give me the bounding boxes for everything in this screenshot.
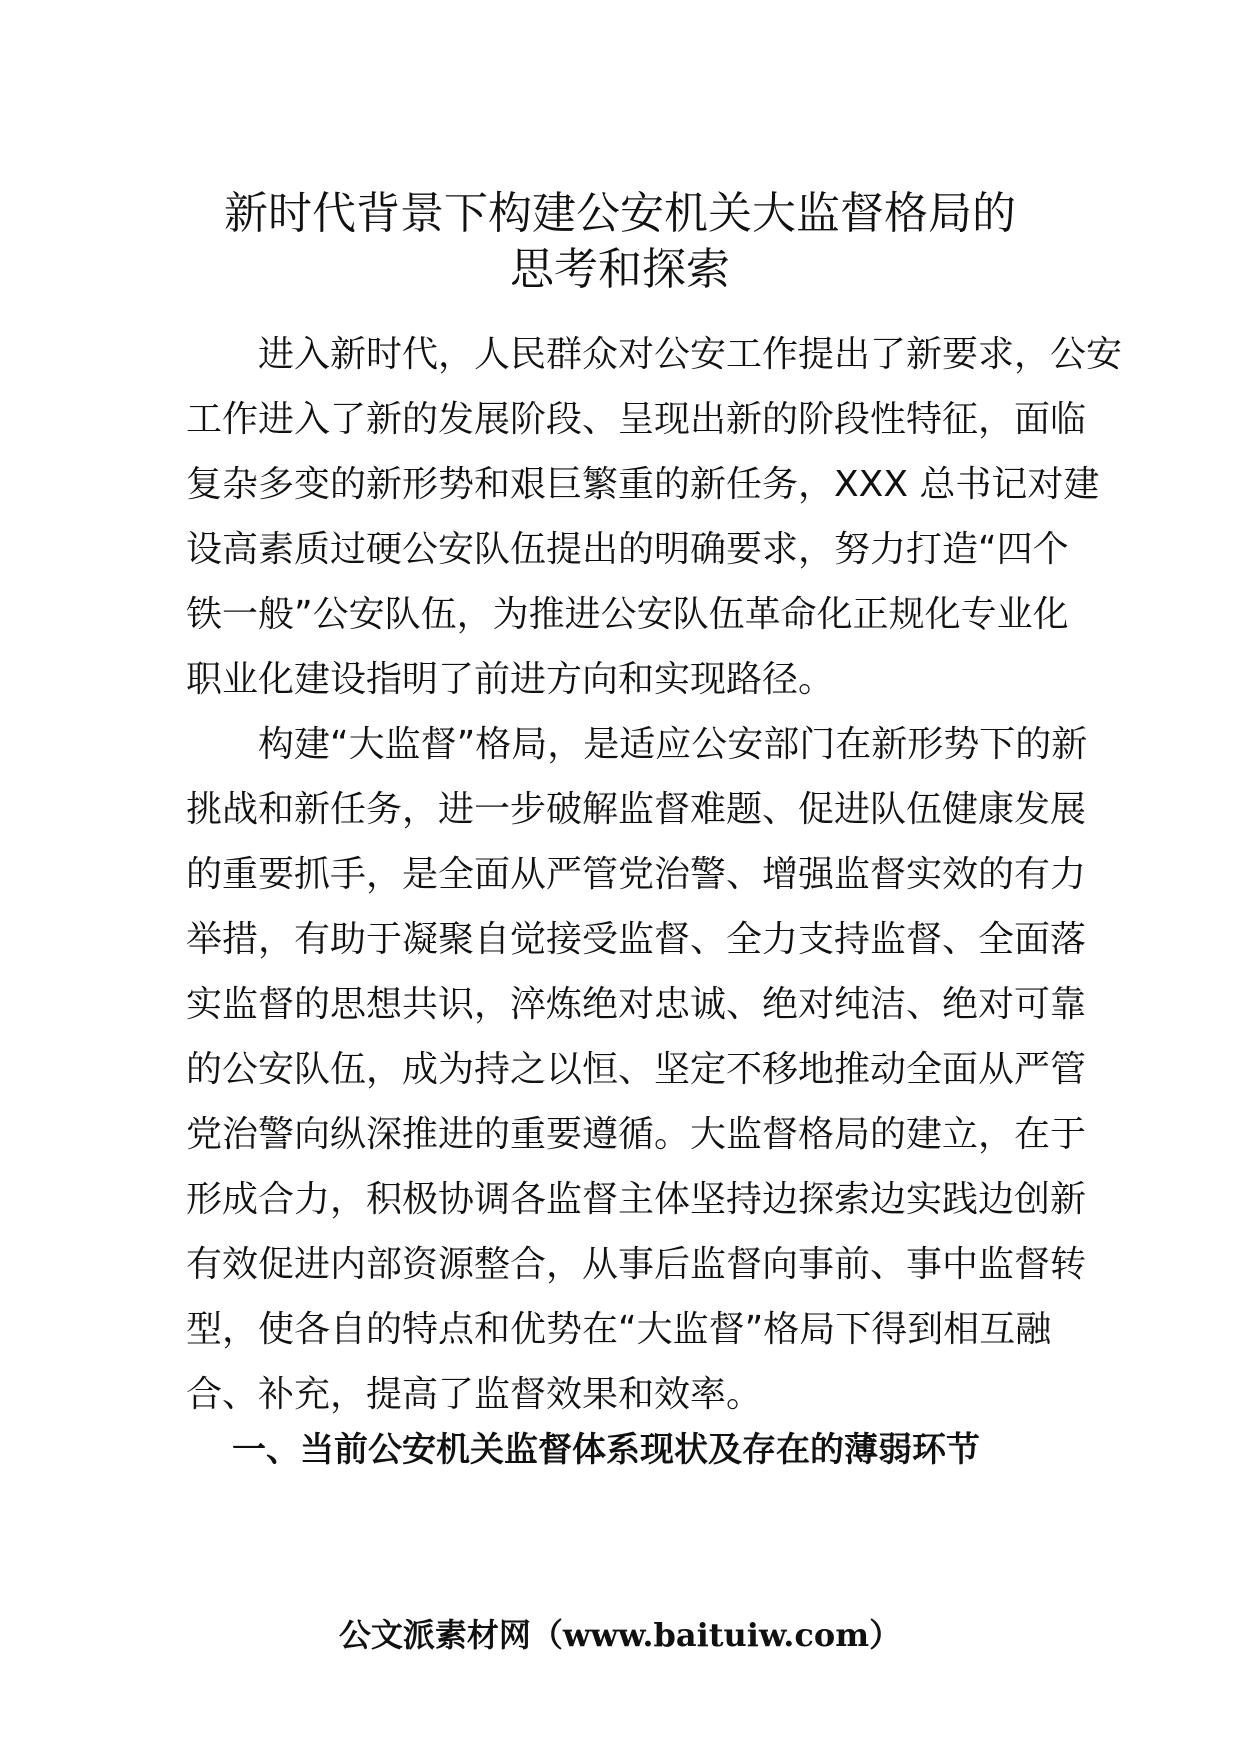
- paragraph-line: 的公安队伍，成为持之以恒、坚定不移地推动全面从严管: [186, 1049, 1087, 1090]
- footer-source: 公文派素材网（www.baituiw.com）: [338, 1616, 902, 1654]
- paragraph-line: 实监督的思想共识，淬炼绝对忠诚、绝对纯洁、绝对可靠: [186, 984, 1087, 1025]
- paragraph-line: 设高素质过硬公安队伍提出的明确要求，努力打造“四个: [186, 529, 1069, 570]
- paragraph-line: 职业化建设指明了前进方向和实现路径。: [186, 659, 835, 700]
- paragraph-line: 合、补充，提高了监督效果和效率。: [186, 1374, 763, 1415]
- paragraph-line: 挑战和新任务，进一步破解监督难题、促进队伍健康发展: [186, 789, 1087, 830]
- paragraph-line: 党治警向纵深推进的重要遵循。大监督格局的建立，在于: [186, 1114, 1087, 1155]
- paragraph-line: 构建“大监督”格局，是适应公安部门在新形势下的新: [258, 724, 1088, 765]
- document-title: [180, 186, 1060, 298]
- paragraph: [186, 322, 1123, 712]
- paragraph-line: 复杂多变的新形势和艰巨繁重的新任务，XXX 总书记对建: [186, 464, 1100, 505]
- title-line: 新时代背景下构建公安机关大监督格局的: [224, 188, 1016, 239]
- title-line: 思考和探索: [510, 244, 730, 295]
- paragraph-line: 进入新时代，人民群众对公安工作提出了新要求，公安: [258, 334, 1123, 375]
- section-heading: 一、当前公安机关监督体系现状及存在的薄弱环节: [232, 1430, 980, 1470]
- paragraph-line: 的重要抓手，是全面从严管党治警、增强监督实效的有力: [186, 854, 1087, 895]
- paragraph-line: 举措，有助于凝聚自觉接受监督、全力支持监督、全面落: [186, 919, 1087, 960]
- paragraph: [186, 712, 1088, 1427]
- document-body: [186, 322, 1123, 1427]
- paragraph-line: 型，使各自的特点和优势在“大监督”格局下得到相互融: [186, 1309, 1052, 1350]
- paragraph-line: 有效促进内部资源整合，从事后监督向事前、事中监督转: [186, 1244, 1087, 1285]
- paragraph-line: 铁一般”公安队伍，为推进公安队伍革命化正规化专业化: [186, 594, 1069, 635]
- paragraph-line: 形成合力，积极协调各监督主体坚持边探索边实践边创新: [186, 1179, 1087, 1220]
- paragraph-line: 工作进入了新的发展阶段、呈现出新的阶段性特征，面临: [186, 399, 1087, 440]
